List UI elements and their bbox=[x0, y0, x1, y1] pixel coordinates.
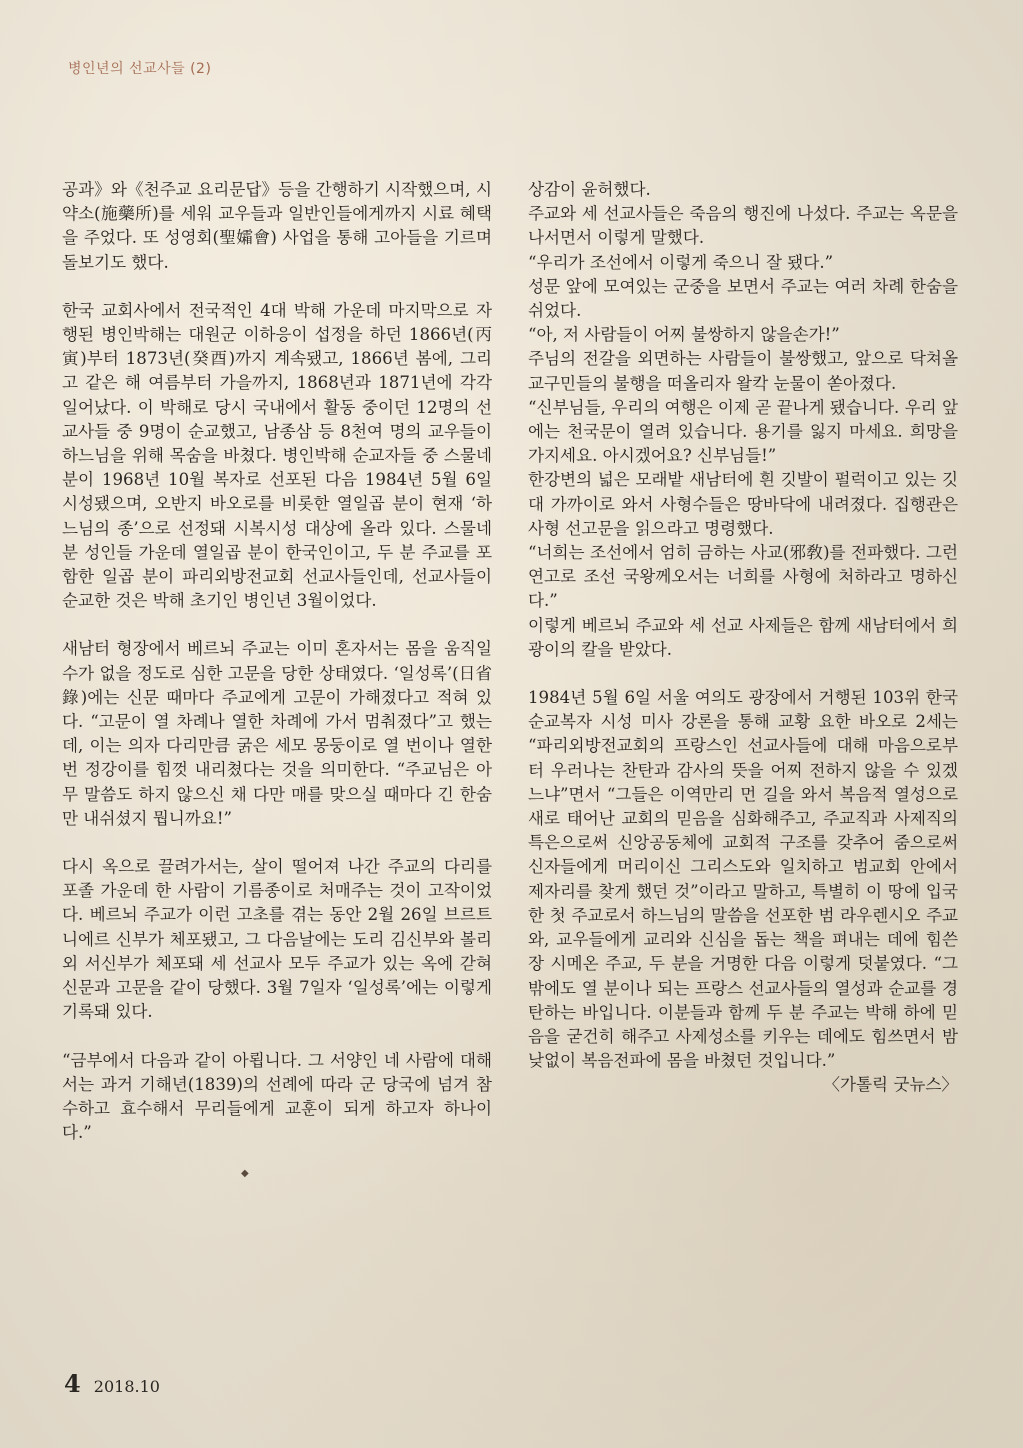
paragraph: 공과》와《천주교 요리문답》등을 간행하기 시작했으며, 시약소(施藥所)를 세워 교우들과 일반인들에게까지 시료 혜택을 주었다. 또 성영회(聖孀會) 사업을 통해 고아들을 기르며 돌보기도 했다. bbox=[62, 180, 492, 272]
paragraph: “신부님들, 우리의 여행은 이제 곧 끝나게 됐습니다. 우리 앞에는 천국문이 열려 있습니다. 용기를 잃지 마세요. 희망을 가지세요. 아시겠어요? 신부님들!” bbox=[528, 397, 958, 466]
paragraph: 성문 앞에 모여있는 군중을 보면서 주교는 여러 차례 한숨을 쉬었다. bbox=[528, 276, 958, 321]
page-footer bbox=[64, 1369, 160, 1398]
paragraph: “우리가 조선에서 이렇게 죽으니 잘 됐다.” bbox=[528, 252, 834, 272]
paragraph: 이렇게 베르뇌 주교와 세 선교 사제들은 함께 새남터에서 희광이의 칼을 받았다. bbox=[528, 615, 958, 659]
page-number: 4 bbox=[64, 1369, 81, 1398]
issue-date: 2018.10 bbox=[93, 1377, 160, 1396]
paragraph: 주님의 전갈을 외면하는 사람들이 불쌍했고, 앞으로 닥쳐올 교구민들의 불행을 떠올리자 왈칵 눈물이 쏟아졌다. bbox=[528, 349, 958, 393]
source-credit: 〈가톨릭 굿뉴스〉 bbox=[823, 1075, 958, 1095]
right-column bbox=[528, 178, 958, 1098]
paragraph: 상감이 윤허했다. bbox=[528, 180, 651, 199]
paragraph: “너희는 조선에서 엄히 금하는 사교(邪敎)를 전파했다. 그런 연고로 조선 국왕께오서는 너희를 사형에 처하라고 명하신다.” bbox=[528, 543, 958, 611]
paragraph: “금부에서 다음과 같이 아룁니다. 그 서양인 네 사람에 대해서는 과거 기해년(1839)의 선례에 따라 군 당국에 넘겨 참수하고 효수해서 무리들에게 교훈이 되게 하고자 하나이다.” bbox=[62, 1050, 492, 1143]
paragraph: 1984년 5월 6일 서울 여의도 광장에서 거행된 103위 한국 순교복자 시성 미사 강론을 통해 교황 요한 바오로 2세는 “파리외방전교회의 프랑스인 선교사들에 대해 마음으로부터 우러나는 찬탄과 감사의 뜻을 어찌 전하지 않을 수 있겠느냐”면서 “그들은 이역만리 먼 길을 와서 복음적 열성으로 새로 태어난 교회의 믿음을 심화해주고, 주교직과 사제직의 특은으로써 신앙공동체에 교회적 구조를 갖추어 줌으로써 신자들에게 머리이신 그리스도와 일치하고 범교회 안에서 제자리를 찾게 했던 것”이라고 말하고, 특별히 이 땅에 입국한 첫 주교로서 하느님의 말씀을 선포한 범 라우렌시오 주교와, 교우들에게 교리와 신심을 돕는 책을 펴내는 데에 힘쓴 장 시메온 주교, 두 분을 거명한 다음 이렇게 덧붙였다. “그밖에도 열 분이나 되는 프랑스 선교사들의 열성과 순교를 경탄하는 바입니다. 이분들과 함께 두 분 주교는 박해 하에 믿음을 굳건히 해주고 사제성소를 키우는 데에도 힘쓰면서 밤낮없이 복음전파에 몸을 바쳤던 것입니다.” bbox=[528, 688, 958, 1071]
paragraph: 다시 옥으로 끌려가서는, 살이 떨어져 나간 주교의 다리를 포졸 가운데 한 사람이 기름종이로 처매주는 것이 고작이었다. 베르뇌 주교가 이런 고초를 겪는 동안 2월 26일 브르트니에르 신부가 체포됐고, 그 다음날에는 도리 김신부와 볼리외 서신부가 체포돼 세 선교사 모두 주교가 있는 옥에 갇혀 신문과 고문을 같이 당했다. 3월 7일자 ‘일성록’에는 이렇게 기록돼 있다. bbox=[62, 857, 492, 1022]
left-column bbox=[62, 178, 492, 1145]
diamond-ornament-icon: ◆ bbox=[241, 1168, 249, 1179]
paragraph: 한국 교회사에서 전국적인 4대 박해 가운데 마지막으로 자행된 병인박해는 대원군 이하응이 섭정을 하던 1866년(丙寅)부터 1873년(癸酉)까지 계속됐고, 1866년 봄에, 그리고 같은 해 여름부터 가을까지, 1868년과 1871년에 각각 일어났다. 이 박해로 당시 국내에서 활동 중이던 12명의 선교사들 중 9명이 순교했고, 남종삼 등 8천여 명의 교우들이 하느님을 위해 목숨을 바쳤다. 병인박해 순교자들 중 스물네 분이 1968년 10월 복자로 선포된 다음 1984년 5월 6일 시성됐으며, 오반지 바오로를 비롯한 열일곱 분이 현재 ‘하느님의 종’으로 선정돼 시복시성 대상에 올라 있다. 스물네 분 성인들 가운데 열일곱 분이 한국인이고, 두 분 주교를 포함한 일곱 분이 파리외방전교회 선교사들인데, 선교사들이 순교한 것은 박해 초기인 병인년 3월이었다. bbox=[62, 300, 492, 611]
paragraph: 한강변의 넓은 모래밭 새남터에 흰 깃발이 펄럭이고 있는 깃대 가까이로 와서 사형수들은 땅바닥에 내려졌다. 집행관은 사형 선고문을 읽으라고 명령했다. bbox=[528, 470, 958, 538]
paragraph: 새남터 형장에서 베르뇌 주교는 이미 혼자서는 몸을 움직일 수가 없을 정도로 심한 고문을 당한 상태였다. ‘일성록’(日省錄)에는 신문 때마다 주교에게 고문이 가해졌다고 적혀 있다. “고문이 열 차례나 열한 차례에 가서 멈춰졌다”고 했는데, 이는 의자 다리만큼 굵은 세모 몽둥이로 열 번이나 열한 번 정강이를 힘껏 내리쳤다는 것을 의미한다. “주교님은 아무 말씀도 하지 않으신 채 다만 매를 맞으실 때마다 긴 한숨만 내쉬셨지 뭡니까요!” bbox=[62, 639, 492, 828]
running-title: 병인년의 선교사들 (2) bbox=[68, 61, 212, 77]
paragraph: 주교와 세 선교사들은 죽음의 행진에 나섰다. 주교는 옥문을 나서면서 이렇게 말했다. bbox=[528, 204, 958, 248]
paragraph: “아, 저 사람들이 어찌 불쌍하지 않을손가!” bbox=[528, 325, 840, 345]
